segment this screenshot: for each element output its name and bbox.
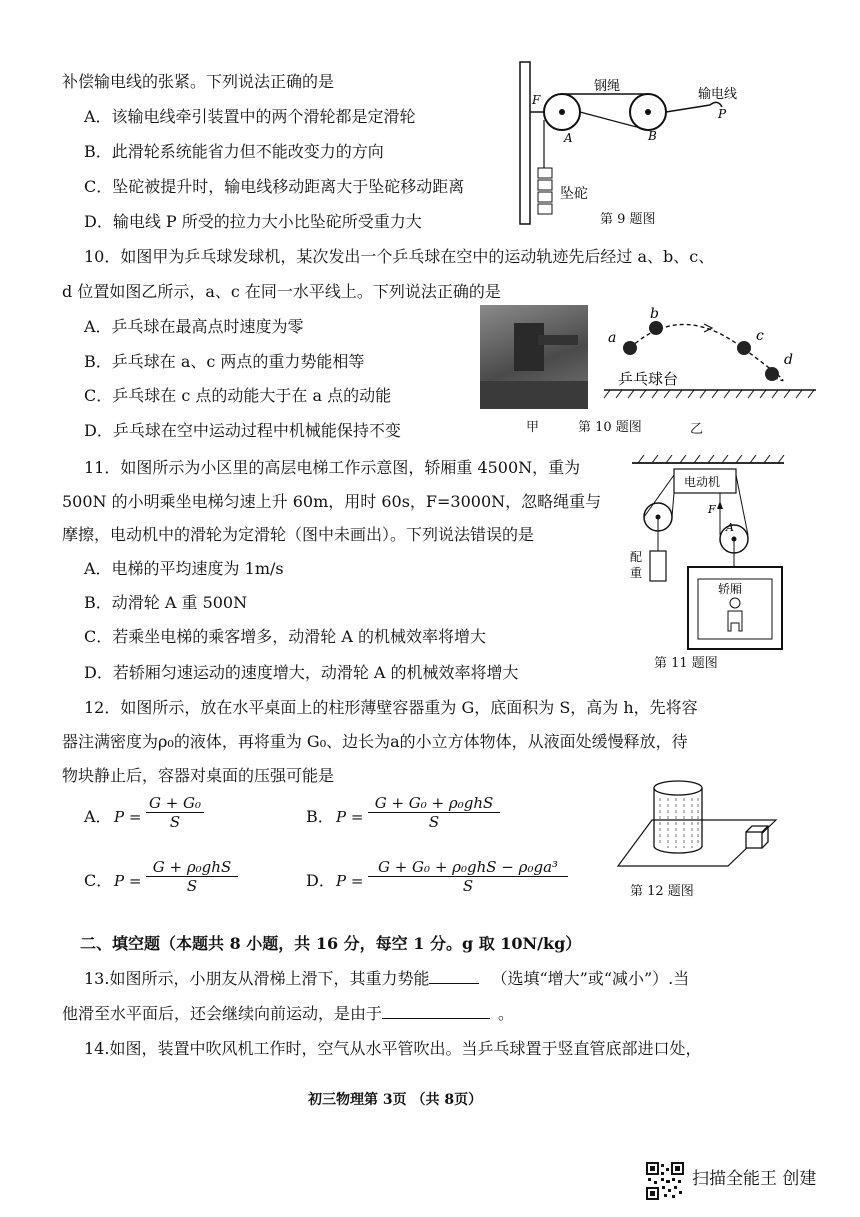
q11-elevator-figure (628, 455, 788, 655)
wall (520, 62, 530, 224)
q9-option-c: C．坠砣被提升时，输电线移动距离大于坠砣移动距离 (84, 177, 465, 196)
label-rope: 钢绳 (594, 79, 621, 94)
ping-pong-machine-photo (480, 305, 588, 409)
q11-option-c: C．若乘坐电梯的乘客增多，动滑轮 A 的机械效率将增大 (84, 627, 486, 646)
q14-stem: 14.如图，装置中吹风机工作时，空气从水平管吹出。当乒乓球置于竖直管底部进口处， (84, 1039, 702, 1058)
denominator: S (146, 812, 204, 831)
q10-caption: 第 10 题图 (578, 420, 642, 435)
q11-option-d: D．若轿厢匀速运动的速度增大，动滑轮 A 的机械效率将增大 (84, 663, 519, 682)
q11-stem-2: 500N 的小明乘坐电梯匀速上升 60m，用时 60s，F=3000N，忽略绳重与 (62, 492, 602, 511)
q10-option-a: A．乒乓球在最高点时速度为零 (84, 317, 304, 336)
label-a: a (608, 330, 617, 346)
label-b: B (648, 129, 657, 143)
label-f: F (708, 503, 716, 516)
q13-part-2: （选填“增大”或“减小”）.当 (491, 969, 690, 988)
q11-option-a: A．电梯的平均速度为 1m/s (84, 559, 284, 578)
q12-stem-1: 12．如图所示，放在水平桌面上的柱形薄壁容器重为 G，底面积为 S，高为 h，先将容 (84, 698, 698, 717)
label-counter-1: 配 (630, 550, 643, 564)
label-motor: 电动机 (684, 475, 721, 489)
cube (746, 832, 762, 848)
q11-option-b: B．动滑轮 A 重 500N (84, 593, 248, 612)
label-line: 输电线 (698, 87, 738, 102)
denominator: S (368, 876, 568, 895)
q11-stem-3: 摩擦，电动机中的滑轮为定滑轮（图中未画出）。下列说法错误的是 (62, 525, 535, 544)
q12-stem-2: 器注满密度为ρ₀的液体，再将重为 G₀、边长为a的小立方体物体，从液面处缓慢释放，待 (62, 732, 688, 751)
label-b: b (650, 306, 659, 322)
q10-trajectory-figure (600, 302, 820, 412)
q13-blank-2[interactable] (382, 1018, 490, 1019)
q12-option-d-lhs: P = (336, 872, 364, 890)
label-a: A (726, 521, 734, 534)
q10-option-c: C．乒乓球在 c 点的动能大于在 a 点的动能 (84, 386, 392, 405)
q13-line-2 (62, 1003, 514, 1025)
q12-option-c-lhs: P = (114, 872, 142, 890)
label-d: d (784, 352, 793, 368)
label-a: A (564, 131, 573, 145)
label-c: c (756, 328, 764, 344)
q9-option-d: D．输电线 P 所受的拉力大小比坠砣所受重力大 (84, 212, 422, 231)
q9-option-b: B．此滑轮系统能省力但不能改变力的方向 (84, 142, 384, 161)
q9-stem-tail: 补偿输电线的张紧。下列说法正确的是 (62, 72, 335, 91)
counterweight (650, 551, 666, 581)
q12-option-d-fraction (368, 858, 568, 895)
denominator: S (146, 876, 238, 895)
q12-option-c-label: C． (84, 871, 113, 890)
q12-option-b-label: B． (306, 807, 334, 826)
q12-option-a-label: A． (84, 807, 112, 826)
q12-option-b-fraction (368, 794, 500, 831)
ball-a (623, 341, 637, 355)
ball-d (765, 367, 779, 381)
ball-b (649, 321, 663, 335)
label-table: 乒乓球台 (618, 370, 679, 388)
q11-stem-1: 11．如图所示为小区里的高层电梯工作示意图，轿厢重 4500N，重为 (84, 458, 581, 477)
q12-option-d-label: D． (306, 871, 335, 890)
scanner-watermark: 扫描全能王 创建 (692, 1169, 817, 1189)
q10-stem-1: 10．如图甲为乒乓球发球机，某次发出一个乒乓球在空中的运动轨迹先后经过 a、b、c、 (84, 247, 715, 266)
q13-line-1 (84, 968, 689, 990)
q9-option-a: A．该输电线牵引装置中的两个滑轮都是定滑轮 (84, 107, 416, 126)
numerator: G + ρ₀ghS (152, 858, 232, 876)
q13-part-4: 。 (498, 1004, 515, 1023)
label-f: F (532, 93, 541, 107)
q12-option-c-fraction (146, 858, 238, 895)
ball-c (737, 341, 751, 355)
page-footer: 初三物理第 3页 （共 8页） (308, 1092, 483, 1108)
numerator: G + G₀ + ρ₀ghS (374, 794, 494, 812)
q10-stem-2: d 位置如图乙所示，a、c 在同一水平线上。下列说法正确的是 (62, 282, 501, 301)
section2-heading: 二、填空题（本题共 8 小题，共 16 分，每空 1 分。g 取 10N/kg） (80, 934, 582, 953)
q12-container-figure (616, 770, 786, 870)
q10-option-b: B．乒乓球在 a、c 两点的重力势能相等 (84, 352, 365, 371)
q10-option-d: D．乒乓球在空中运动过程中机械能保持不变 (84, 421, 401, 440)
q10-yi: 乙 (690, 422, 704, 437)
qr-code-icon (646, 1162, 684, 1200)
q12-option-a-lhs: P = (114, 808, 142, 826)
q12-option-b-lhs: P = (336, 808, 364, 826)
denominator: S (368, 812, 500, 831)
q13-blank-1[interactable] (429, 983, 479, 984)
numerator: G + G₀ (148, 794, 202, 812)
label-counter-2: 重 (630, 566, 643, 580)
label-cabin: 轿厢 (718, 582, 743, 596)
q12-option-a-fraction (146, 794, 204, 831)
q12-stem-3: 物块静止后，容器对桌面的压强可能是 (62, 766, 335, 785)
q9-caption: 第 9 题图 (600, 212, 656, 227)
q13-part-1: 13.如图所示，小朋友从滑梯上滑下，其重力势能 (84, 969, 430, 988)
q13-part-3: 他滑至水平面后，还会继续向前运动，是由于 (62, 1004, 383, 1023)
q12-caption: 第 12 题图 (630, 884, 694, 899)
q11-caption: 第 11 题图 (654, 656, 718, 671)
numerator: G + G₀ + ρ₀ghS − ρ₀ga³ (377, 858, 559, 876)
label-weight: 坠砣 (560, 186, 588, 202)
label-p: P (718, 107, 727, 121)
q9-pulley-figure (510, 60, 770, 230)
q10-jia: 甲 (526, 420, 540, 435)
